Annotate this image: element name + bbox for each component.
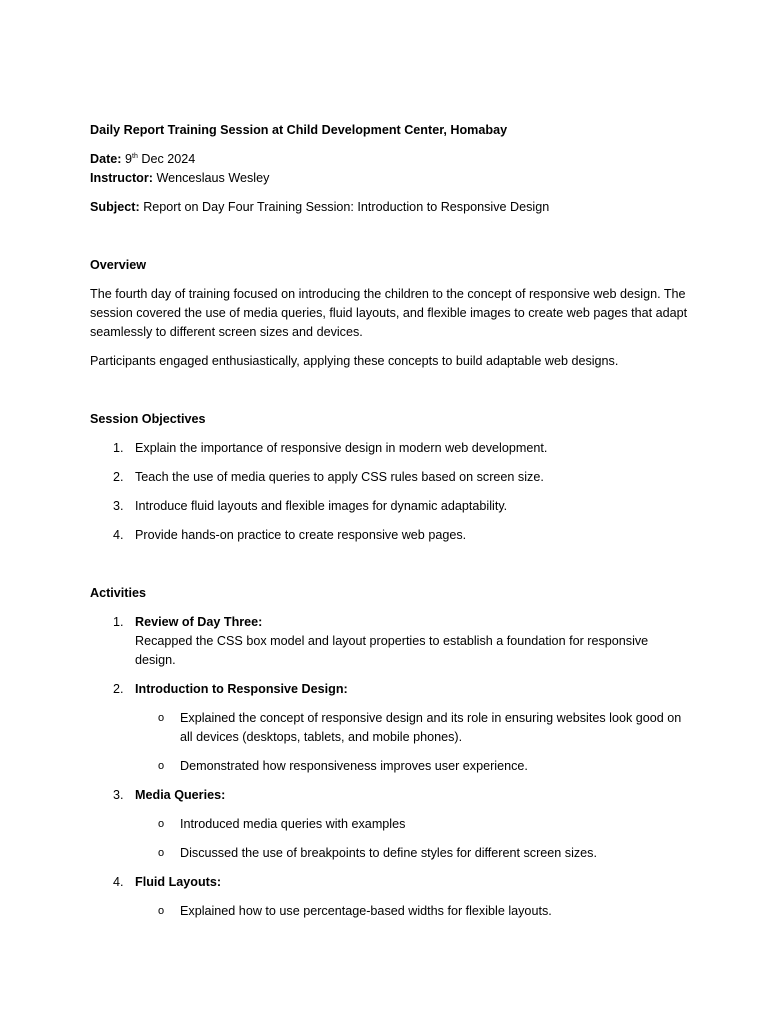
- activity-item: [90, 786, 690, 805]
- objective-text: Introduce fluid layouts and flexible images for dynamic adaptability.: [135, 499, 508, 513]
- subitem-text: Explained how to use percentage-based widths for flexible layouts.: [180, 904, 552, 918]
- objective-number: 3.: [113, 499, 124, 513]
- activity-item: [90, 613, 690, 670]
- subitem-text: Introduced media queries with examples: [180, 817, 406, 831]
- instructor-label: Instructor:: [90, 171, 153, 185]
- bullet-marker: o: [158, 712, 165, 724]
- activity-number: 4.: [113, 875, 124, 889]
- bullet-marker: o: [158, 847, 165, 859]
- date-day: 9: [125, 152, 133, 166]
- date-rest: Dec 2024: [141, 152, 196, 166]
- bullet-marker: o: [158, 818, 165, 830]
- objective-item: [90, 497, 690, 516]
- objective-text: Explain the importance of responsive design in modern web development.: [135, 441, 548, 455]
- subitem-text: Explained the concept of responsive design and its role in ensuring websites look good on all devices (desktops, tablets, and mobile phones).: [180, 711, 682, 744]
- activity-text: Recapped the CSS box model and layout properties to establish a foundation for responsive design.: [135, 634, 649, 667]
- overview-heading: Overview: [90, 258, 147, 272]
- activity-number: 1.: [113, 615, 124, 629]
- activity-subitem: [90, 709, 690, 747]
- activities-heading: Activities: [90, 586, 146, 600]
- objective-item: [90, 526, 690, 545]
- activity-item: [90, 873, 690, 892]
- objectives-list: [90, 439, 690, 545]
- bullet-marker: o: [158, 760, 165, 772]
- activity-title: Media Queries:: [135, 788, 226, 802]
- objective-number: 1.: [113, 441, 124, 455]
- objective-item: [90, 439, 690, 458]
- objective-text: Teach the use of media queries to apply CSS rules based on screen size.: [135, 470, 544, 484]
- activity-subitem: [90, 844, 690, 863]
- subitem-text: Demonstrated how responsiveness improves user experience.: [180, 759, 528, 773]
- activity-item: [90, 680, 690, 699]
- objective-number: 2.: [113, 470, 124, 484]
- document-page: [90, 121, 690, 931]
- activity-title: Fluid Layouts:: [135, 875, 222, 889]
- date-suffix: th: [132, 153, 138, 160]
- objective-text: Provide hands-on practice to create responsive web pages.: [135, 528, 467, 542]
- activity-number: 3.: [113, 788, 124, 802]
- objective-number: 4.: [113, 528, 124, 542]
- subitem-text: Discussed the use of breakpoints to define styles for different screen sizes.: [180, 846, 597, 860]
- subject-line: [90, 198, 690, 217]
- activity-subitem: [90, 757, 690, 776]
- bullet-marker: o: [158, 905, 165, 917]
- date-label: Date:: [90, 152, 122, 166]
- report-title: Daily Report Training Session at Child Development Center, Homabay: [90, 123, 508, 137]
- activities-list: [90, 613, 690, 921]
- objectives-heading: Session Objectives: [90, 412, 206, 426]
- subject-value: Report on Day Four Training Session: Introduction to Responsive Design: [143, 200, 550, 214]
- activity-title: Review of Day Three:: [135, 615, 263, 629]
- activity-number: 2.: [113, 682, 124, 696]
- objective-item: [90, 468, 690, 487]
- activity-title: Introduction to Responsive Design:: [135, 682, 348, 696]
- instructor-value: Wenceslaus Wesley: [156, 171, 270, 185]
- activity-subitem: [90, 902, 690, 921]
- date-line: [90, 150, 690, 169]
- instructor-line: [90, 169, 690, 188]
- overview-paragraph-1: The fourth day of training focused on introducing the children to the concept of responsive web design. The session covered the use of media queries, fluid layouts, and flexible images to create web pages that adapt seamlessly to different screen sizes and devices.: [90, 287, 688, 339]
- activity-subitem: [90, 815, 690, 834]
- subject-label: Subject:: [90, 200, 140, 214]
- overview-paragraph-2: Participants engaged enthusiastically, applying these concepts to build adaptable web designs.: [90, 354, 619, 368]
